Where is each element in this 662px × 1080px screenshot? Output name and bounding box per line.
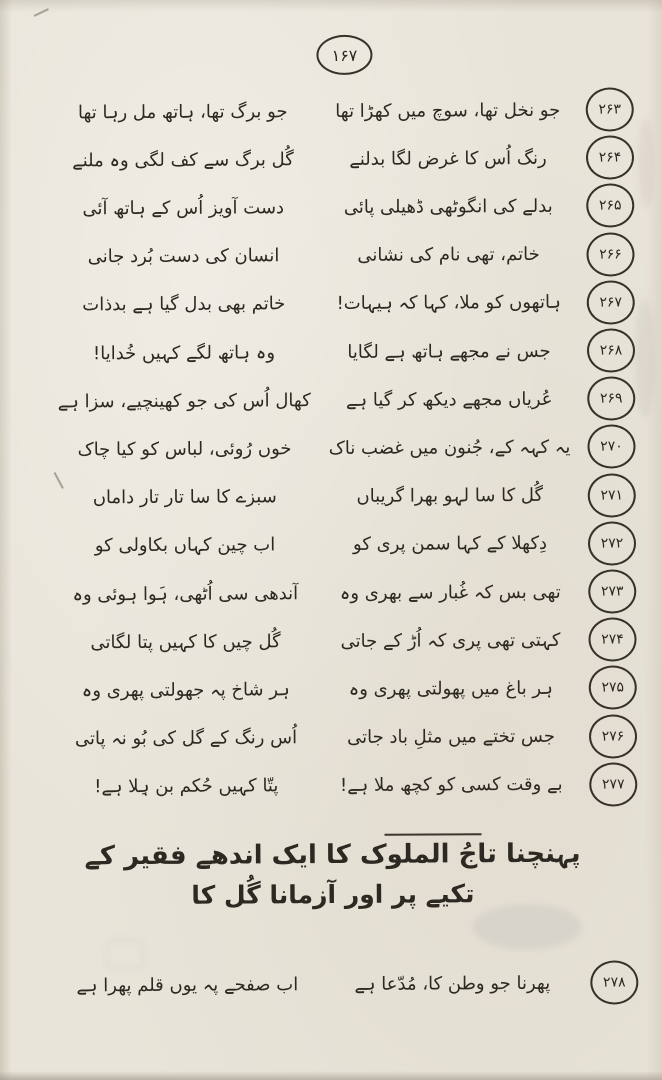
couplet-number: ۲۷۴	[588, 618, 636, 662]
couplet-row	[47, 760, 649, 811]
hemistich-second: گُل چیں کا کہیں پتا لگاتی	[90, 630, 281, 653]
hemistich-first: رنگ اُس کا غرض لگا بدلنے	[349, 147, 547, 170]
hemistich-second: کھال اُس کی جو کھینچیے، سزا ہے	[57, 389, 311, 413]
couplet-number-badge	[578, 960, 650, 1004]
hemistich-second: سبزے کا سا تار تار داماں	[92, 486, 277, 509]
scan-smudge	[635, 298, 656, 418]
couplet-row	[46, 519, 648, 570]
couplet-number: ۲۷۲	[588, 521, 636, 565]
couplet-row	[46, 567, 648, 618]
hemistich-first: تھی بس کہ غُبار سے بھری وہ	[339, 581, 561, 604]
couplet-row	[44, 182, 646, 233]
scan-smudge	[472, 904, 582, 951]
couplet-number: ۲۷۱	[588, 473, 636, 517]
couplet-number: ۲۶۳	[586, 87, 634, 131]
hemistich-second: آندھی سی اُٹھی، ہَوا ہوئی وہ	[72, 582, 299, 605]
couplet-number-badge	[574, 136, 646, 180]
heading-overline	[385, 833, 482, 836]
couplet-number: ۲۷۸	[590, 960, 638, 1004]
couplet-number-badge	[576, 473, 648, 517]
hemistich-first: جو نخل تھا، سوچ میں کھڑا تھا	[335, 99, 561, 122]
couplet-number: ۲۶۹	[587, 377, 635, 421]
couplet-row	[46, 616, 648, 667]
couplet-number: ۲۶۶	[586, 232, 634, 276]
hemistich-second: گُل برگ سے کف لگی وہ ملنے	[72, 148, 294, 172]
hemistich-first: یہ کہہ کے، جُنون میں غضب ناک	[328, 436, 571, 459]
hemistich-first: بدلے کی انگوٹھی ڈھیلی پائی	[343, 195, 553, 218]
couplet-row	[45, 375, 647, 426]
couplet-number: ۲۶۸	[587, 328, 635, 372]
couplet-row	[44, 134, 646, 185]
couplet-number-badge	[577, 762, 649, 806]
section-heading-line1: پہنچنا تاجُ الملوک کا ایک اندھے فقیر کے	[84, 838, 581, 872]
couplet-number: ۲۶۷	[587, 280, 635, 324]
couplet-number-badge	[576, 618, 648, 662]
couplet-row	[45, 278, 647, 329]
hemistich-second: اب چین کہاں بکاولی کو	[94, 534, 276, 557]
section-heading	[2, 838, 662, 910]
hemistich-second: دست آویز اُس کے ہاتھ آئی	[82, 197, 285, 220]
hemistich-first: عُریاں مجھے دیکھ کر گیا ہے	[345, 388, 553, 411]
hemistich-second: جو برگ تھا، ہاتھ مل رہا تھا	[77, 100, 288, 123]
couplet-number-badge	[576, 569, 648, 613]
scan-smudge	[638, 118, 654, 208]
couplet-number-badge	[577, 666, 649, 710]
hemistich-first: گُل کا سا لہو بھرا گریباں	[356, 484, 544, 507]
hemistich-second: اُس رنگ کے گل کی بُو نہ پاتی	[74, 727, 298, 750]
hemistich-second: ہر شاخ پہ جھولتی پھری وہ	[81, 679, 290, 702]
couplet-number-badge	[574, 87, 646, 131]
hemistich-second: خاتم بھی بدل گیا ہے بدذات	[82, 293, 286, 316]
couplet-number: ۲۷۰	[587, 425, 635, 469]
hemistich-first: خاتم، تھی نام کی نشانی	[357, 243, 540, 266]
couplet-number-badge	[575, 280, 647, 324]
couplet-number-badge	[574, 232, 646, 276]
hemistich-second: انسان کی دست بُرد جانی	[87, 245, 280, 268]
scan-smudge	[106, 939, 144, 969]
couplet-number-badge	[577, 714, 649, 758]
couplet-number: ۲۶۵	[586, 184, 634, 228]
couplet-row	[45, 326, 647, 377]
hemistich-first: کہتی تھی پری کہ اُڑ کے جاتی	[340, 629, 561, 652]
hemistich-first: جس نے مجھے ہاتھ ہے لگایا	[347, 340, 551, 363]
page-number-badge	[316, 35, 372, 75]
couplet-row	[45, 423, 647, 474]
hemistich-second: پتّا کہیں حُکم بن ہِلا ہے!	[94, 775, 279, 798]
couplet-row	[44, 230, 646, 281]
page-number: ۱۶۷	[331, 45, 358, 65]
couplet-number: ۲۷۷	[589, 762, 637, 806]
hemistich-second: وہ ہاتھ لگے کہیں خُدایا!	[92, 341, 276, 364]
hemistich-first: بے وقت کسی کو کچھ ملا ہے!	[339, 774, 563, 797]
pencil-tick-mark	[34, 8, 49, 17]
couplet-number: ۲۷۵	[589, 666, 637, 710]
section-heading-line2: تکیے پر اور آزمانا گُل کا	[191, 879, 475, 910]
hemistich-first: پھرنا جو وطن کا، مُدّعا ہے	[354, 972, 551, 995]
hemistich-first: جس تختے میں مثلِ باد جاتی	[347, 725, 556, 749]
couplet-number-badge	[576, 521, 648, 565]
hemistich-second: اب صفحے پہ یوں قلم پھرا ہے	[76, 973, 299, 996]
hemistich-first: دِکھلا کے کہا سمن پری کو	[352, 533, 548, 556]
couplet-number-badge	[575, 425, 647, 469]
couplet-row	[47, 712, 649, 763]
hemistich-first: ہاتھوں کو ملا، کہا کہ ہیہات!	[336, 292, 562, 315]
hemistich-second: خوں رُوئی، لباس کو کیا چاک	[77, 438, 292, 461]
hemistich-first: ہر باغ میں پھولتی پھری وہ	[348, 677, 553, 700]
couplet-number: ۲۶۴	[586, 136, 634, 180]
couplet-row	[44, 85, 646, 136]
couplet-number-badge	[574, 184, 646, 228]
couplet-row	[46, 471, 648, 522]
couplet-row	[47, 664, 649, 715]
couplet-number: ۲۷۳	[588, 569, 636, 613]
couplet-number: ۲۷۶	[589, 714, 637, 758]
